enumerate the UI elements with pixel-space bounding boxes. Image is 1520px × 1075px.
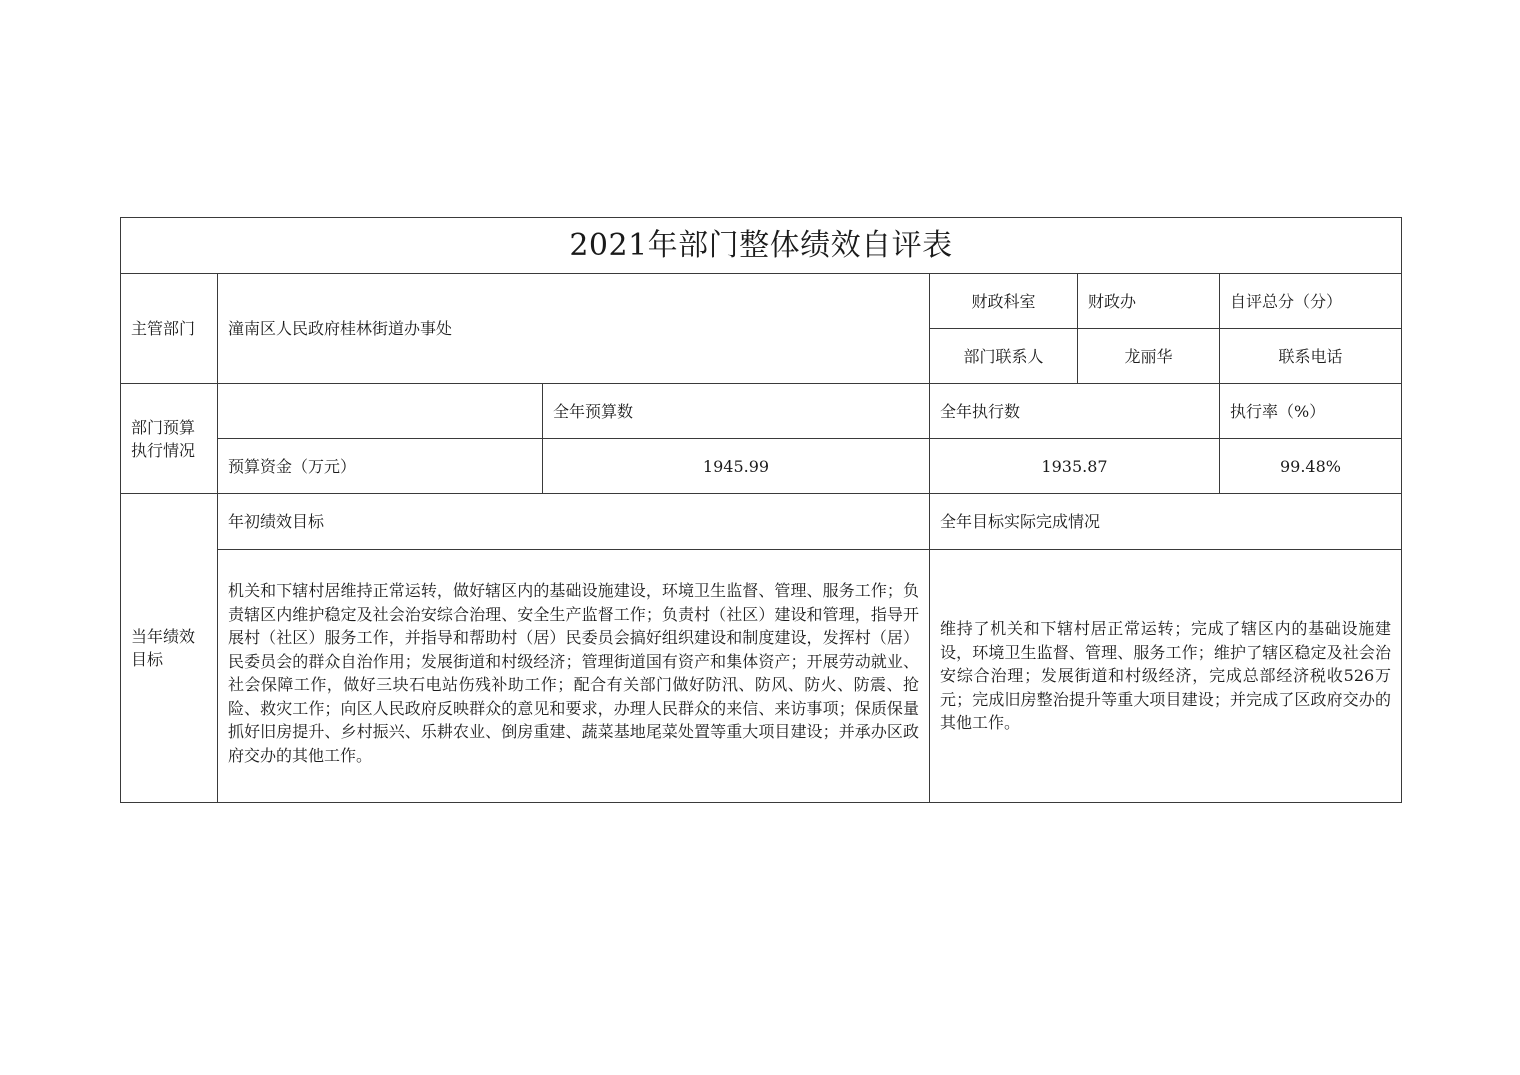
- dept-value: 潼南区人民政府桂林街道办事处: [218, 274, 930, 384]
- contact-value: 龙丽华: [1078, 329, 1220, 384]
- contact-label: 部门联系人: [930, 329, 1078, 384]
- budget-value: 1945.99: [543, 439, 930, 494]
- budget-row-label: 预算资金（万元）: [218, 439, 543, 494]
- budget-label: 部门预算执行情况: [121, 384, 218, 494]
- budget-col-rate: 执行率（%）: [1220, 384, 1402, 439]
- budget-col-budget: 全年预算数: [543, 384, 930, 439]
- score-label: 自评总分（分）: [1220, 274, 1402, 329]
- goals-label: 当年绩效目标: [121, 494, 218, 803]
- finance-office-label: 财政科室: [930, 274, 1078, 329]
- goals-col-initial: 年初绩效目标: [218, 494, 930, 550]
- goals-actual-text: 维持了机关和下辖村居正常运转；完成了辖区内的基础设施建设，环境卫生监督、管理、服务工作；维护了辖区稳定及社会治安综合治理；发展街道和村级经济，完成总部经济税收526万元；完成旧房整治提升等重大项目建设；并完成了区政府交办的其他工作。: [930, 550, 1402, 803]
- phone-label: 联系电话: [1220, 329, 1402, 384]
- rate-value: 99.48%: [1220, 439, 1402, 494]
- exec-value: 1935.87: [930, 439, 1220, 494]
- goals-initial-text: 机关和下辖村居维持正常运转，做好辖区内的基础设施建设，环境卫生监督、管理、服务工作；负责辖区内维护稳定及社会治安综合治理、安全生产监督工作；负责村（社区）建设和管理，指导开展村（社区）服务工作，并指导和帮助村（居）民委员会搞好组织建设和制度建设，发挥村（居）民委员会的群众自治作用；发展街道和村级经济；管理街道国有资产和集体资产；开展劳动就业、社会保障工作，做好三块石电站伤残补助工作；配合有关部门做好防汛、防风、防火、防震、抢险、救灾工作；向区人民政府反映群众的意见和要求，办理人民群众的来信、来访事项；保质保量抓好旧房提升、乡村振兴、乐耕农业、倒房重建、蔬菜基地尾菜处置等重大项目建设；并承办区政府交办的其他工作。: [218, 550, 930, 803]
- budget-header-empty: [218, 384, 543, 439]
- budget-col-exec: 全年执行数: [930, 384, 1220, 439]
- performance-evaluation-table: [120, 217, 1402, 803]
- page-title: 2021年部门整体绩效自评表: [121, 218, 1402, 274]
- goals-col-actual: 全年目标实际完成情况: [930, 494, 1402, 550]
- dept-label: 主管部门: [121, 274, 218, 384]
- finance-office-value: 财政办: [1078, 274, 1220, 329]
